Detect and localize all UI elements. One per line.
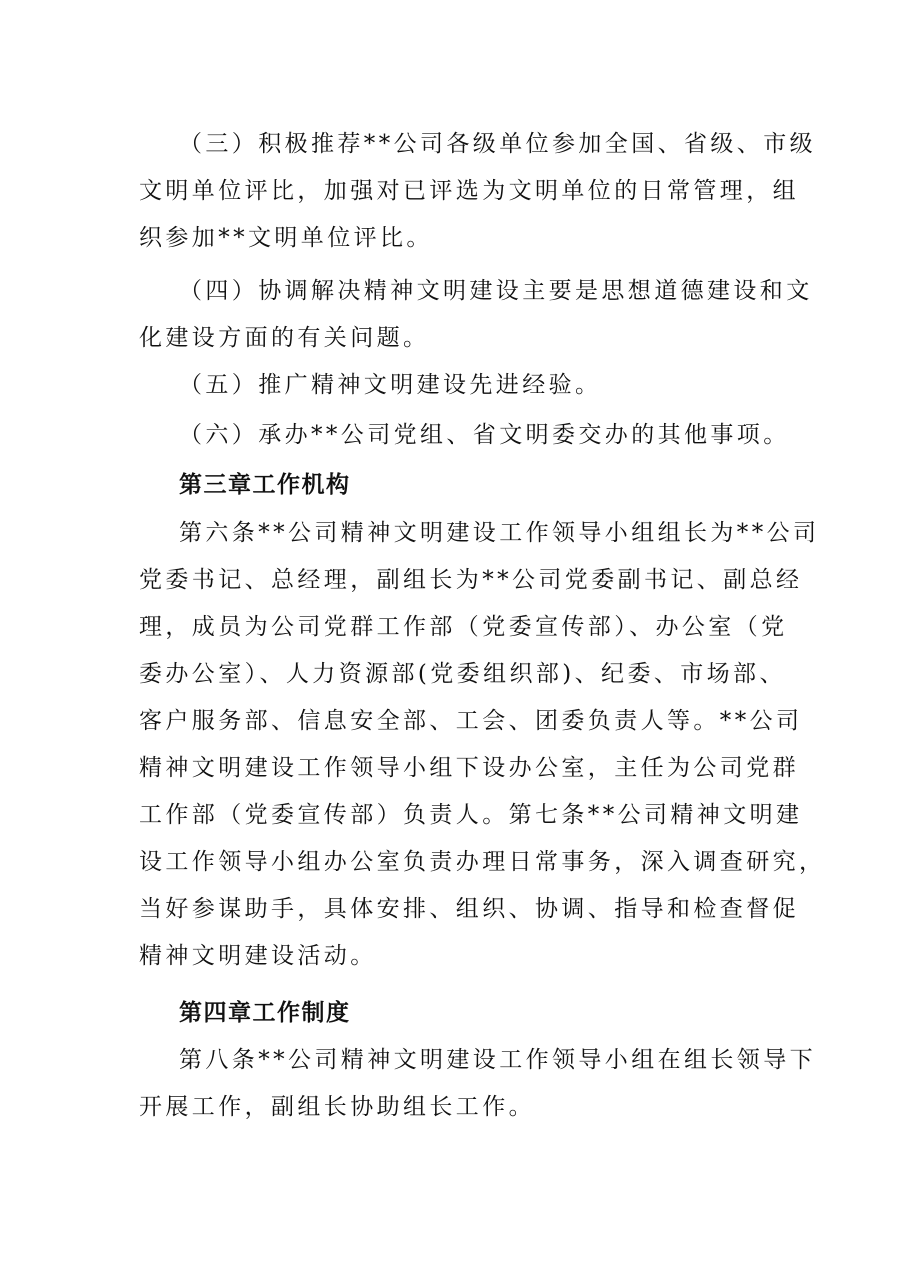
section-heading: 第三章工作机构: [179, 472, 351, 498]
text-line: （三）积极推荐**公司各级单位参加全国、省级、市级: [179, 131, 816, 157]
text-line: 第八条**公司精神文明建设工作领导小组在组长领导下: [179, 1047, 816, 1073]
text-line: 当好参谋助手，具体安排、组织、协调、指导和检查督促: [139, 896, 799, 922]
text-line: 织参加**文明单位评比。: [139, 225, 433, 251]
text-line: 客户服务部、信息安全部、工会、团委负责人等。**公司: [139, 708, 803, 734]
text-line: 精神文明建设活动。: [139, 943, 377, 969]
text-line: （六）承办**公司党组、省文明委交办的其他事项。: [179, 422, 790, 448]
text-line: 文明单位评比，加强对已评选为文明单位的日常管理，组: [139, 178, 799, 204]
chapter-three-body: [139, 510, 826, 980]
text-line: 第六条**公司精神文明建设工作领导小组组长为**公司: [179, 520, 820, 546]
text-line: 化建设方面的有关问题。: [139, 325, 430, 351]
item-five: [139, 362, 769, 409]
text-line: 设工作领导小组办公室负责办理日常事务，深入调查研究，: [139, 849, 826, 875]
text-line: 精神文明建设工作领导小组下设办公室，主任为公司党群: [139, 755, 799, 781]
text-line: 理，成员为公司党群工作部（党委宣传部）、办公室（党: [139, 614, 788, 640]
text-line: 开展工作，副组长协助组长工作。: [139, 1094, 535, 1120]
section-heading: 第四章工作制度: [179, 1000, 351, 1026]
item-four: [139, 268, 813, 362]
text-line: 党委书记、总经理，副组长为**公司党委副书记、副总经: [139, 567, 803, 593]
chapter-three-heading: [139, 462, 769, 509]
item-six: [139, 412, 790, 459]
text-line: （四）协调解决精神文明建设主要是思想道德建设和文: [179, 278, 813, 304]
text-line: （五）推广精神文明建设先进经验。: [179, 372, 602, 398]
item-three: [139, 121, 816, 262]
chapter-four-heading: [139, 990, 769, 1037]
text-line: 工作部（党委宣传部）负责人。第七条**公司精神文明建: [139, 802, 803, 828]
text-line: 委办公室）、人力资源部(党委组织部)、纪委、市场部、: [139, 661, 786, 687]
chapter-four-body: [139, 1037, 816, 1131]
